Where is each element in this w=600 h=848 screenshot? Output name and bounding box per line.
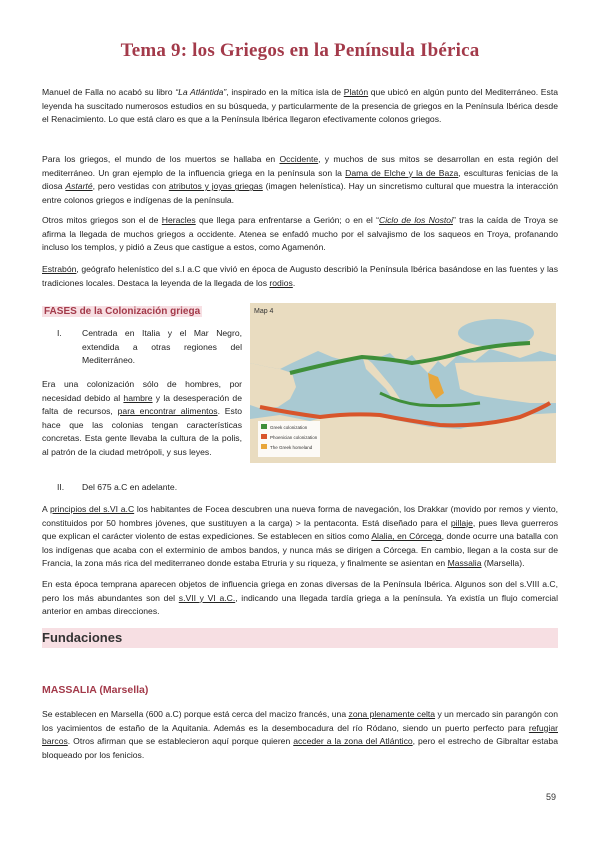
list-item-phase-2: II. Del 675 a.C en adelante. (57, 482, 178, 492)
map-legend (258, 421, 320, 457)
paragraph-focea: A principios del s.VI a.C los habitantes de Focea descubren una nueva forma de navegación, los Drakkar (movido por remos y viento, constituidos por 50 hombres jóvenes, que sustituyen a la carga) > la pentaconta. Está diseñado para el pillaje, pues lleva guerreros que explican el carácter violento de estas expediciones. Se establecen en sitios como Alalia, en Córcega, donde ocurre una batalla con los indígenas que acaba con el exterminio de ambos bandos, y nunca más se dirigen a Córcega. En cambio, llegan a la costa sur de Francia, la zona más rica del mediterraneo donde estaba Etruria y su riqueza, y finalmente se asientan en Massalia (Marsella). (42, 504, 559, 569)
paragraph-mitos: Otros mitos griegos son el de Heracles que llega para enfrentarse a Gerión; o en el “Ciclo de los Nostoi” tras la caída de Troya se afirma la llegada de muchos griegos a occidente. Atenea se enfadó mucho por el salvajismo de los saqueos en Troya, profanando incluso los templos, y pidió a Zeus que castigue a estos, como Agamenón. (42, 215, 558, 253)
fases-heading: FASES de la Colonización griega (44, 306, 201, 317)
section-heading-fundaciones: Fundaciones (42, 628, 558, 648)
map-label: Map 4 (254, 308, 274, 315)
legend-phoenician: Phoenician colonization (270, 435, 318, 440)
legend-homeland: The Greek homeland (270, 445, 313, 450)
subsection-heading-massalia: MASSALIA (Marsella) (42, 684, 149, 696)
legend-greek: Greek colonization (270, 425, 308, 430)
paragraph-colonizacion: Era una colonización sólo de hombres, por necesidad debido al hambre y la desesperación de falta de recursos, para encontrar alimentos. Esto hace que las colonias tengan características concretas. Esta gente llevaba la cultura de la polis, al patrón de la ciudad metrópoli, y sus leyes. (42, 379, 243, 457)
paragraph-estrabon: Estrabón, geógrafo helenístico del s.I a.C que vivió en época de Augusto describió la Península Ibérica basándose en las fuentes y las tradiciones locales. Destaca la leyenda de la llegada de los rodios. (42, 264, 558, 288)
paragraph-atlantida: Manuel de Falla no acabó su libro “La Atlántida”, inspirado en la mítica isla de Platón que ubicó en algún punto del Mediterráneo. Esta leyenda ha suscitado numerosos estudios en su búsqueda, y particularmente de la presencia de griegos en la Península Ibérica desde el Renacimiento. Lo que está claro es que a la Península Ibérica llegaron efectivamente colonos griegos. (42, 87, 559, 125)
paragraph-occidente: Para los griegos, el mundo de los muertos se hallaba en Occidente, y muchos de sus mitos se desarrollan en esta región del mediterráneo. Un gran ejemplo de la influencia griega en la península son la Dama de Elche y la de Baza, esculturas fenicias de la diosa Astarté, pero vestidas con atributos y joyas griegas (imagen helenística). Hay un sincretismo cultural que muestra la interacción entre colonos griegos e indígenas de la península. (42, 154, 559, 205)
mediterranean-map (250, 303, 556, 463)
page-number: 59 (545, 792, 556, 802)
page-title: Tema 9: los Griegos en la Península Ibérica (120, 40, 480, 61)
paragraph-marsella: Se establecen en Marsella (600 a.C) porque está cerca del macizo francés, una zona plenamente celta y un mercado sin parangón con los yacimientos de estaño de la Aquitania. Además es la desembocadura del río Ródano, siendo un puerto perfecto para refugiar barcos. Otros afirman que se establecieron aquí porque quieren acceder a la zona del Atlántico, pero el estrecho de Gibraltar estaba bloqueado por los fenicios. (42, 709, 558, 760)
paragraph-objetos: En esta época temprana aparecen objetos de influencia griega en zonas diversas de la Península Ibérica. Algunos son del s.VIII a.C, pero los más abundantes son del s.VII y VI a.C., indicando una llegada tardía griega a la península. Ya existía un flujo comercial anterior en ambas direcciones. (42, 579, 558, 617)
list-item-phase-1: I. Centrada en Italia y el Mar Negro, extendida a otras regiones del Mediterráneo. (57, 328, 242, 366)
